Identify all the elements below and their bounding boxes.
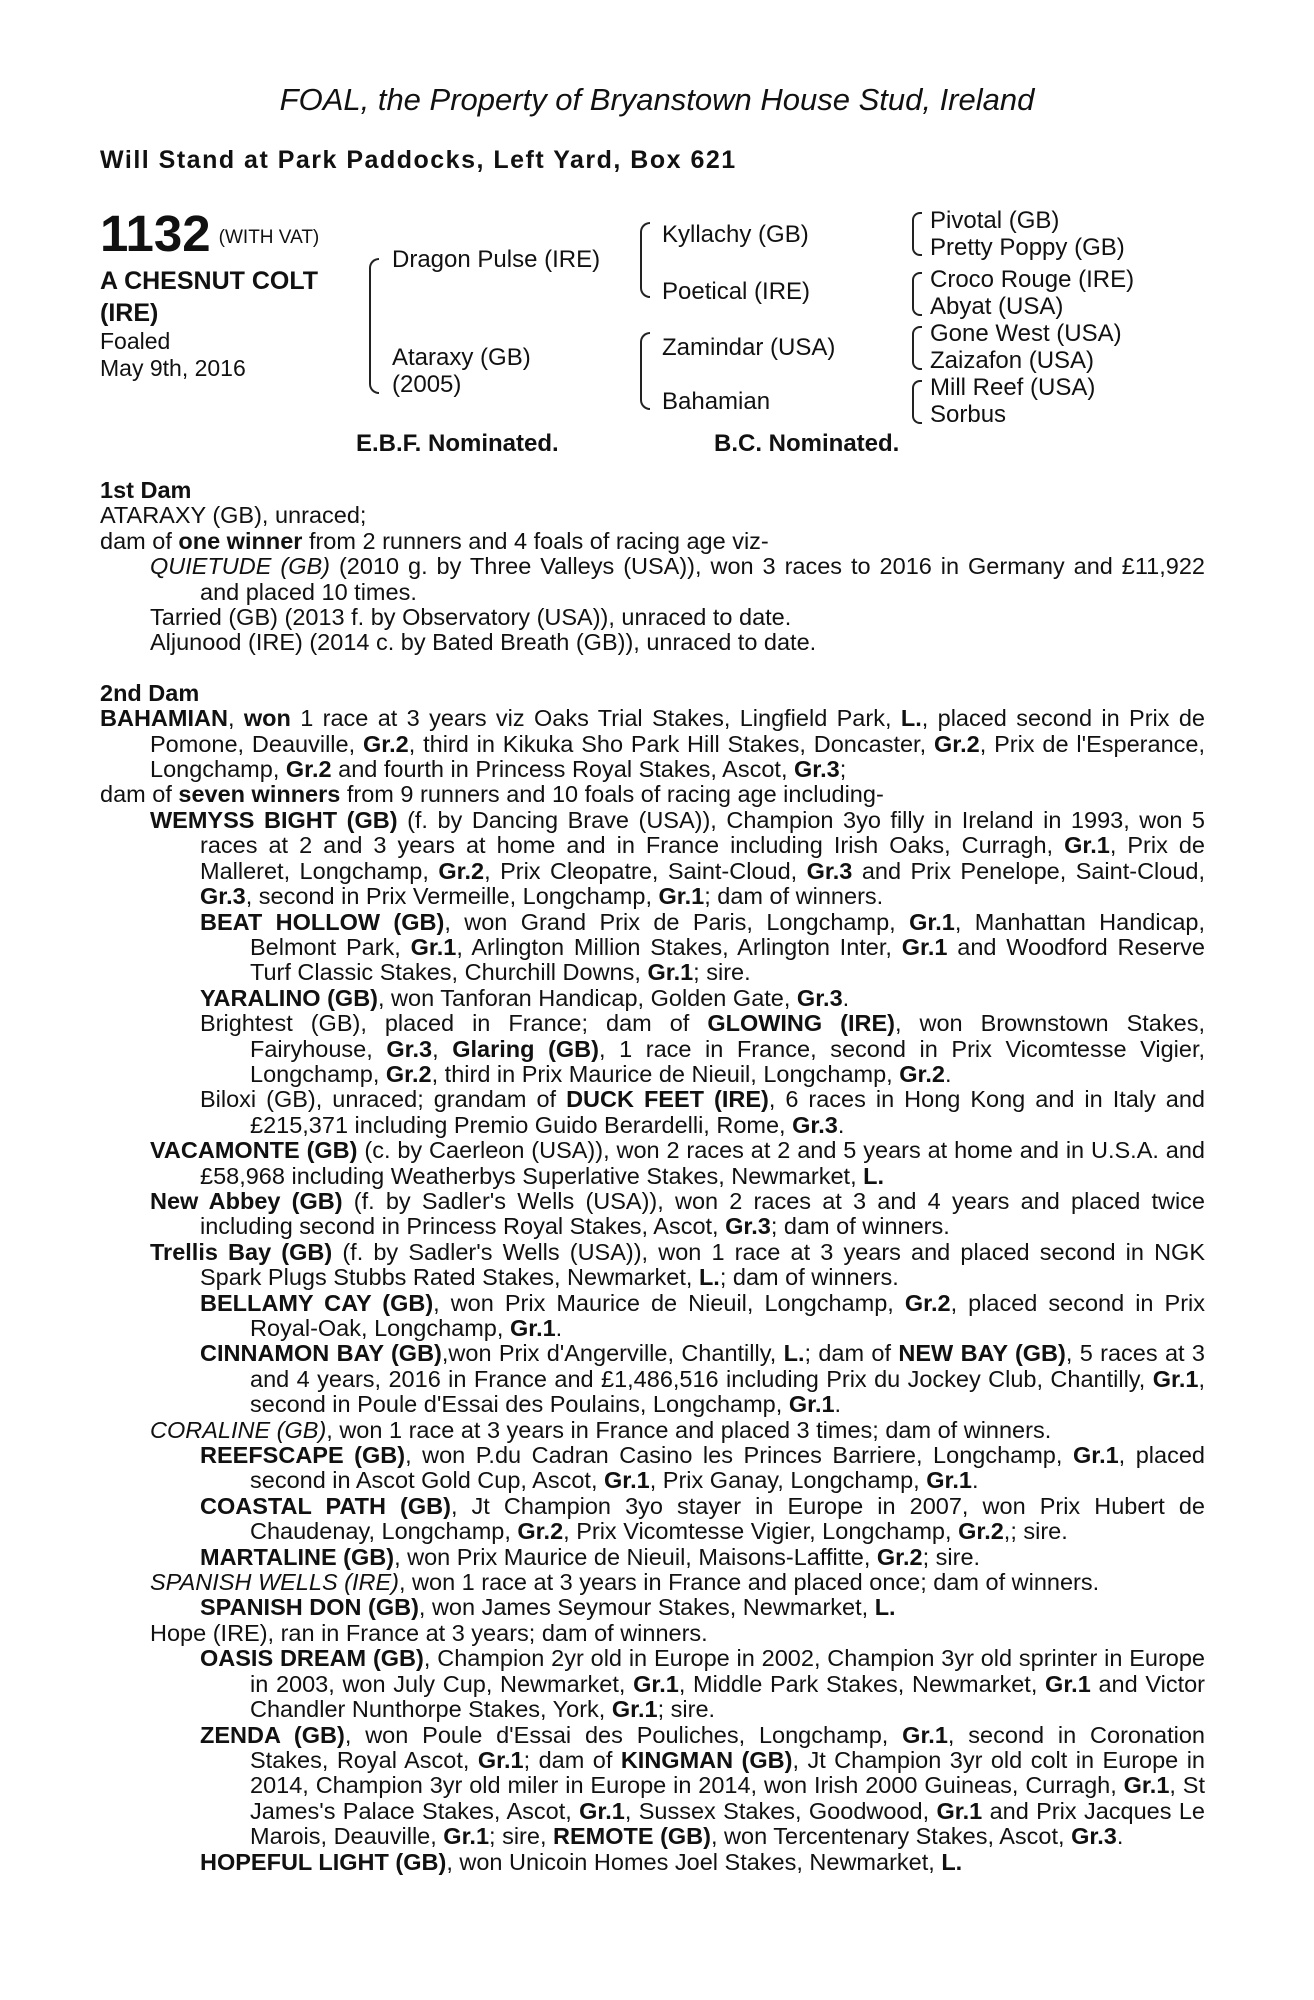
produce-entry: Trellis Bay (GB) (f. by Sadler's Wells (USA)), won 1 race at 3 years and placed second in NGK Spark Plugs Stubbs Rated Stakes, Newmarket, L.; dam of winners. xyxy=(150,1238,1206,1291)
produce-entry: HOPEFUL LIGHT (GB), won Unicoin Homes Joel Stakes, Newmarket, L. xyxy=(200,1848,963,1875)
produce-entry: YARALINO (GB), won Tanforan Handicap, Golden Gate, Gr.3. xyxy=(200,984,850,1011)
stand-location: Will Stand at Park Paddocks, Left Yard, Box 621 xyxy=(100,146,737,174)
first-dam-line: ATARAXY (GB), unraced; xyxy=(100,502,367,529)
sire-dam-name: Poetical (IRE) xyxy=(662,278,811,305)
lot-number: 1132 xyxy=(100,205,211,262)
foaled-date: May 9th, 2016 xyxy=(100,355,246,381)
lot-origin: (IRE) xyxy=(100,299,159,327)
ebf-nominated: E.B.F. Nominated. xyxy=(356,430,559,457)
produce-entry: Biloxi (GB), unraced; grandam of DUCK FEET (IRE), 6 races in Hong Kong and in Italy and £215,371 including Premio Guido Berardelli, Rome, Gr.3. xyxy=(200,1086,1205,1138)
ancestor-5: Gone West (USA) xyxy=(930,320,1122,347)
pedigree-brace xyxy=(640,222,650,298)
produce-entry: BELLAMY CAY (GB), won Prix Maurice de Nieuil, Longchamp, Gr.2, placed second in Prix Royal-Oak, Longchamp, Gr.1. xyxy=(200,1289,1205,1341)
lot-info xyxy=(100,205,370,382)
pedigree-brace xyxy=(369,258,379,394)
produce-entry: QUIETUDE (GB) (2010 g. by Three Valleys (USA)), won 3 races to 2016 in Germany and £11,922 and placed 10 times. xyxy=(150,553,1205,605)
ancestor-2: Pretty Poppy (GB) xyxy=(930,234,1125,261)
first-dam-record: dam of one winner from 2 runners and 4 foals of racing age viz- xyxy=(100,527,769,554)
produce-entry: SPANISH DON (GB), won James Seymour Stakes, Newmarket, L. xyxy=(200,1594,896,1621)
dam-sire-name: Zamindar (USA) xyxy=(662,334,836,361)
pedigree-brace xyxy=(912,212,922,256)
ancestor-1: Pivotal (GB) xyxy=(930,207,1060,234)
vat-note: (WITH VAT) xyxy=(218,227,320,248)
lot-description: A CHESNUT COLT xyxy=(100,267,319,295)
produce-entry: Aljunood (IRE) (2014 c. by Bated Breath (GB)), unraced to date. xyxy=(150,629,817,656)
ancestor-3: Croco Rouge (IRE) xyxy=(930,266,1135,293)
produce-entry: Hope (IRE), ran in France at 3 years; dam of winners. xyxy=(150,1619,708,1646)
sire-name: Dragon Pulse (IRE) xyxy=(392,246,601,273)
produce-entry: BEAT HOLLOW (GB), won Grand Prix de Paris, Longchamp, Gr.1, Manhattan Handicap, Belmont Park, Gr.1, Arlington Million Stakes, Arlington Inter, Gr.1 and Woodford Reserve Turf Classic Stakes, Churchill Downs, Gr.1; sire. xyxy=(200,908,1205,986)
pedigree-brace xyxy=(912,326,922,370)
produce-entry: COASTAL PATH (GB), Jt Champion 3yo stayer in Europe in 2007, won Prix Hubert de Chaudenay, Longchamp, Gr.2, Prix Vicomtesse Vigier, Longchamp, Gr.2,; sire. xyxy=(200,1492,1205,1545)
produce-entry: Brightest (GB), placed in France; dam of GLOWING (IRE), won Brownstown Stakes, Fairyhouse, Gr.3, Glaring (GB), 1 race in France, second in Prix Vicomtesse Vigier, Longchamp, Gr.2, third in Prix Maurice de Nieuil, Longchamp, Gr.2. xyxy=(200,1010,1205,1087)
produce-entry: SPANISH WELLS (IRE), won 1 race at 3 years in France and placed once; dam of winners. xyxy=(150,1569,1100,1596)
second-dam-record: BAHAMIAN, won 1 race at 3 years viz Oaks Trial Stakes, Lingfield Park, L., placed second in Prix de Pomone, Deauville, Gr.2, third in Kikuka Sho Park Hill Stakes, Doncaster, Gr.2, Prix de l'Esperance, Longchamp, Gr.2 and fourth in Princess Royal Stakes, Ascot, Gr.3; xyxy=(100,705,1206,783)
produce-entry: Tarried (GB) (2013 f. by Observatory (USA)), unraced to date. xyxy=(150,604,792,631)
produce-entry: WEMYSS BIGHT (GB) (f. by Dancing Brave (USA)), Champion 3yo filly in Ireland in 1993, won 5 races at 2 and 3 years at home and in France including Irish Oaks, Curragh, Gr.1, Prix de Malleret, Longchamp, Gr.2, Prix Cleopatre, Saint-Cloud, Gr.3 and Prix Penelope, Saint-Cloud, Gr.3, second in Prix Vermeille, Longchamp, Gr.1; dam of winners. xyxy=(150,806,1206,910)
bc-nominated: B.C. Nominated. xyxy=(714,430,900,457)
lot-number-row xyxy=(100,205,370,264)
produce-entry: New Abbey (GB) (f. by Sadler's Wells (USA)), won 2 races at 3 and 4 years and placed twice including second in Princess Royal Stakes, Ascot, Gr.3; dam of winners. xyxy=(150,1187,1206,1240)
sire-sire-name: Kyllachy (GB) xyxy=(662,221,809,248)
produce-entry: CORALINE (GB), won 1 race at 3 years in France and placed 3 times; dam of winners. xyxy=(150,1416,1052,1443)
page-title: FOAL, the Property of Bryanstown House Stud, Ireland xyxy=(279,82,1035,117)
produce-entry: VACAMONTE (GB) (c. by Caerleon (USA)), won 2 races at 2 and 5 years at home and in U.S.A. and £58,968 including Weatherbys Superlative Stakes, Newmarket, L. xyxy=(150,1137,1205,1189)
pedigree-notes xyxy=(100,478,1205,1875)
dam-dam-name: Bahamian xyxy=(662,388,771,415)
second-dam-produce-summary: dam of seven winners from 9 runners and 10 foals of racing age including- xyxy=(100,781,884,808)
foaled-label: Foaled xyxy=(100,328,171,354)
dam-year: (2005) xyxy=(392,371,462,398)
ancestor-6: Zaizafon (USA) xyxy=(930,347,1095,374)
dam-name: Ataraxy (GB) xyxy=(392,344,531,371)
produce-entry: MARTALINE (GB), won Prix Maurice de Nieuil, Maisons-Laffitte, Gr.2; sire. xyxy=(200,1543,981,1570)
produce-entry: OASIS DREAM (GB), Champion 2yr old in Europe in 2002, Champion 3yr old sprinter in Europe in 2003, won July Cup, Newmarket, Gr.1, Middle Park Stakes, Newmarket, Gr.1 and Victor Chandler Nunthorpe Stakes, York, Gr.1; sire. xyxy=(200,1645,1206,1723)
pedigree-brace xyxy=(912,272,922,316)
ancestor-4: Abyat (USA) xyxy=(930,293,1064,320)
first-dam-heading: 1st Dam xyxy=(100,477,192,503)
produce-entry: ZENDA (GB), won Poule d'Essai des Pouliches, Longchamp, Gr.1, second in Coronation Stakes, Royal Ascot, Gr.1; dam of KINGMAN (GB), Jt Champion 3yr old colt in Europe in 2014, Champion 3yr old miler in Europe in 2014, won Irish 2000 Guineas, Curragh, Gr.1, St James's Palace Stakes, Ascot, Gr.1, Sussex Stakes, Goodwood, Gr.1 and Prix Jacques Le Marois, Deauville, Gr.1; sire, REMOTE (GB), won Tercentenary Stakes, Ascot, Gr.3. xyxy=(200,1721,1206,1850)
pedigree-brace xyxy=(640,332,650,410)
second-dam-heading: 2nd Dam xyxy=(100,679,200,706)
ancestor-8: Sorbus xyxy=(930,401,1007,428)
produce-entry: REEFSCAPE (GB), won P.du Cadran Casino les Princes Barriere, Longchamp, Gr.1, placed second in Ascot Gold Cup, Ascot, Gr.1, Prix Ganay, Longchamp, Gr.1. xyxy=(200,1442,1205,1494)
pedigree-brace xyxy=(912,380,922,424)
produce-entry: CINNAMON BAY (GB),won Prix d'Angerville, Chantilly, L.; dam of NEW BAY (GB), 5 races at 3 and 4 years, 2016 in France and £1,486,516 including Prix du Jockey Club, Chantilly, Gr.1, second in Poule d'Essai des Poulains, Longchamp, Gr.1. xyxy=(200,1340,1205,1418)
ancestor-7: Mill Reef (USA) xyxy=(930,374,1096,401)
